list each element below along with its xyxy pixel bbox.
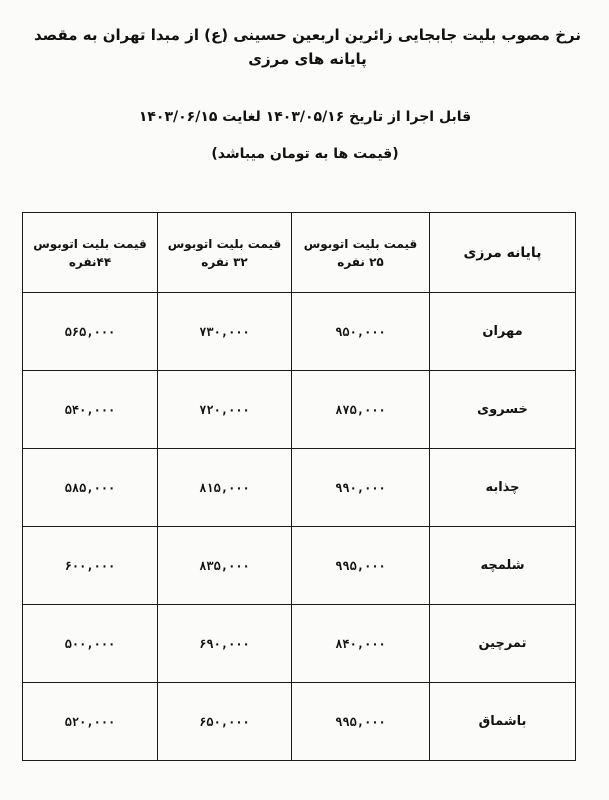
bus44-header-line1: قیمت بلیت اتوبوس xyxy=(33,236,147,251)
bus25-price: ۹۹۵,۰۰۰ xyxy=(292,683,430,761)
table-row xyxy=(23,371,576,449)
table-row xyxy=(23,683,576,761)
document-title-continued: پایانه های مرزی xyxy=(248,50,367,68)
bus32-column-header xyxy=(158,213,292,293)
bus25-price: ۹۵۰,۰۰۰ xyxy=(292,293,430,371)
bus44-price: ۵۲۰,۰۰۰ xyxy=(23,683,158,761)
bus32-price: ۸۱۵,۰۰۰ xyxy=(158,449,292,527)
table-row xyxy=(23,527,576,605)
bus32-header-line2: ۳۲ نفره xyxy=(201,254,248,269)
terminal-name: خسروی xyxy=(430,371,576,449)
fare-table xyxy=(22,212,576,761)
bus32-price: ۷۲۰,۰۰۰ xyxy=(158,371,292,449)
bus25-header-line1: قیمت بلیت اتوبوس xyxy=(303,236,418,251)
bus25-header-line2: ۲۵ نفره xyxy=(337,254,384,269)
document-title: نرخ مصوب بلیت جابجایی زائرین اربعین حسینی (ع) از مبدا تهران به مقصد xyxy=(34,26,581,44)
bus25-price: ۸۷۵,۰۰۰ xyxy=(292,371,430,449)
terminal-name: تمرچین xyxy=(430,605,576,683)
terminal-name: چذابه xyxy=(430,449,576,527)
bus44-price: ۵۴۰,۰۰۰ xyxy=(23,371,158,449)
bus44-price: ۵۶۵,۰۰۰ xyxy=(23,293,158,371)
bus25-price: ۹۹۵,۰۰۰ xyxy=(292,527,430,605)
bus32-header-line1: قیمت بلیت اتوبوس xyxy=(167,236,282,251)
bus25-column-header xyxy=(292,213,430,293)
bus32-price: ۶۹۰,۰۰۰ xyxy=(158,605,292,683)
table-row xyxy=(23,293,576,371)
bus25-price: ۹۹۰,۰۰۰ xyxy=(292,449,430,527)
bus44-price: ۶۰۰,۰۰۰ xyxy=(23,527,158,605)
table-row xyxy=(23,605,576,683)
bus32-price: ۸۳۵,۰۰۰ xyxy=(158,527,292,605)
bus25-price: ۸۴۰,۰۰۰ xyxy=(292,605,430,683)
table-header-row xyxy=(23,213,576,293)
terminal-name: شلمچه xyxy=(430,527,576,605)
table-row xyxy=(23,449,576,527)
bus32-price: ۶۵۰,۰۰۰ xyxy=(158,683,292,761)
bus44-price: ۵۰۰,۰۰۰ xyxy=(23,605,158,683)
bus44-price: ۵۸۵,۰۰۰ xyxy=(23,449,158,527)
terminal-name: مهران xyxy=(430,293,576,371)
terminal-column-header: پایانه مرزی xyxy=(430,213,576,293)
validity-dates: قابل اجرا از تاریخ ۱۴۰۳/۰۵/۱۶ لغایت ۱۴۰۳/۰۶/۱۵ xyxy=(138,109,472,125)
bus44-column-header xyxy=(23,213,158,293)
bus44-header-line2: ۴۴نفره xyxy=(68,254,112,269)
bus32-price: ۷۳۰,۰۰۰ xyxy=(158,293,292,371)
currency-note: (قیمت ها به تومان میباشد) xyxy=(211,146,399,162)
terminal-name: باشماق xyxy=(430,683,576,761)
